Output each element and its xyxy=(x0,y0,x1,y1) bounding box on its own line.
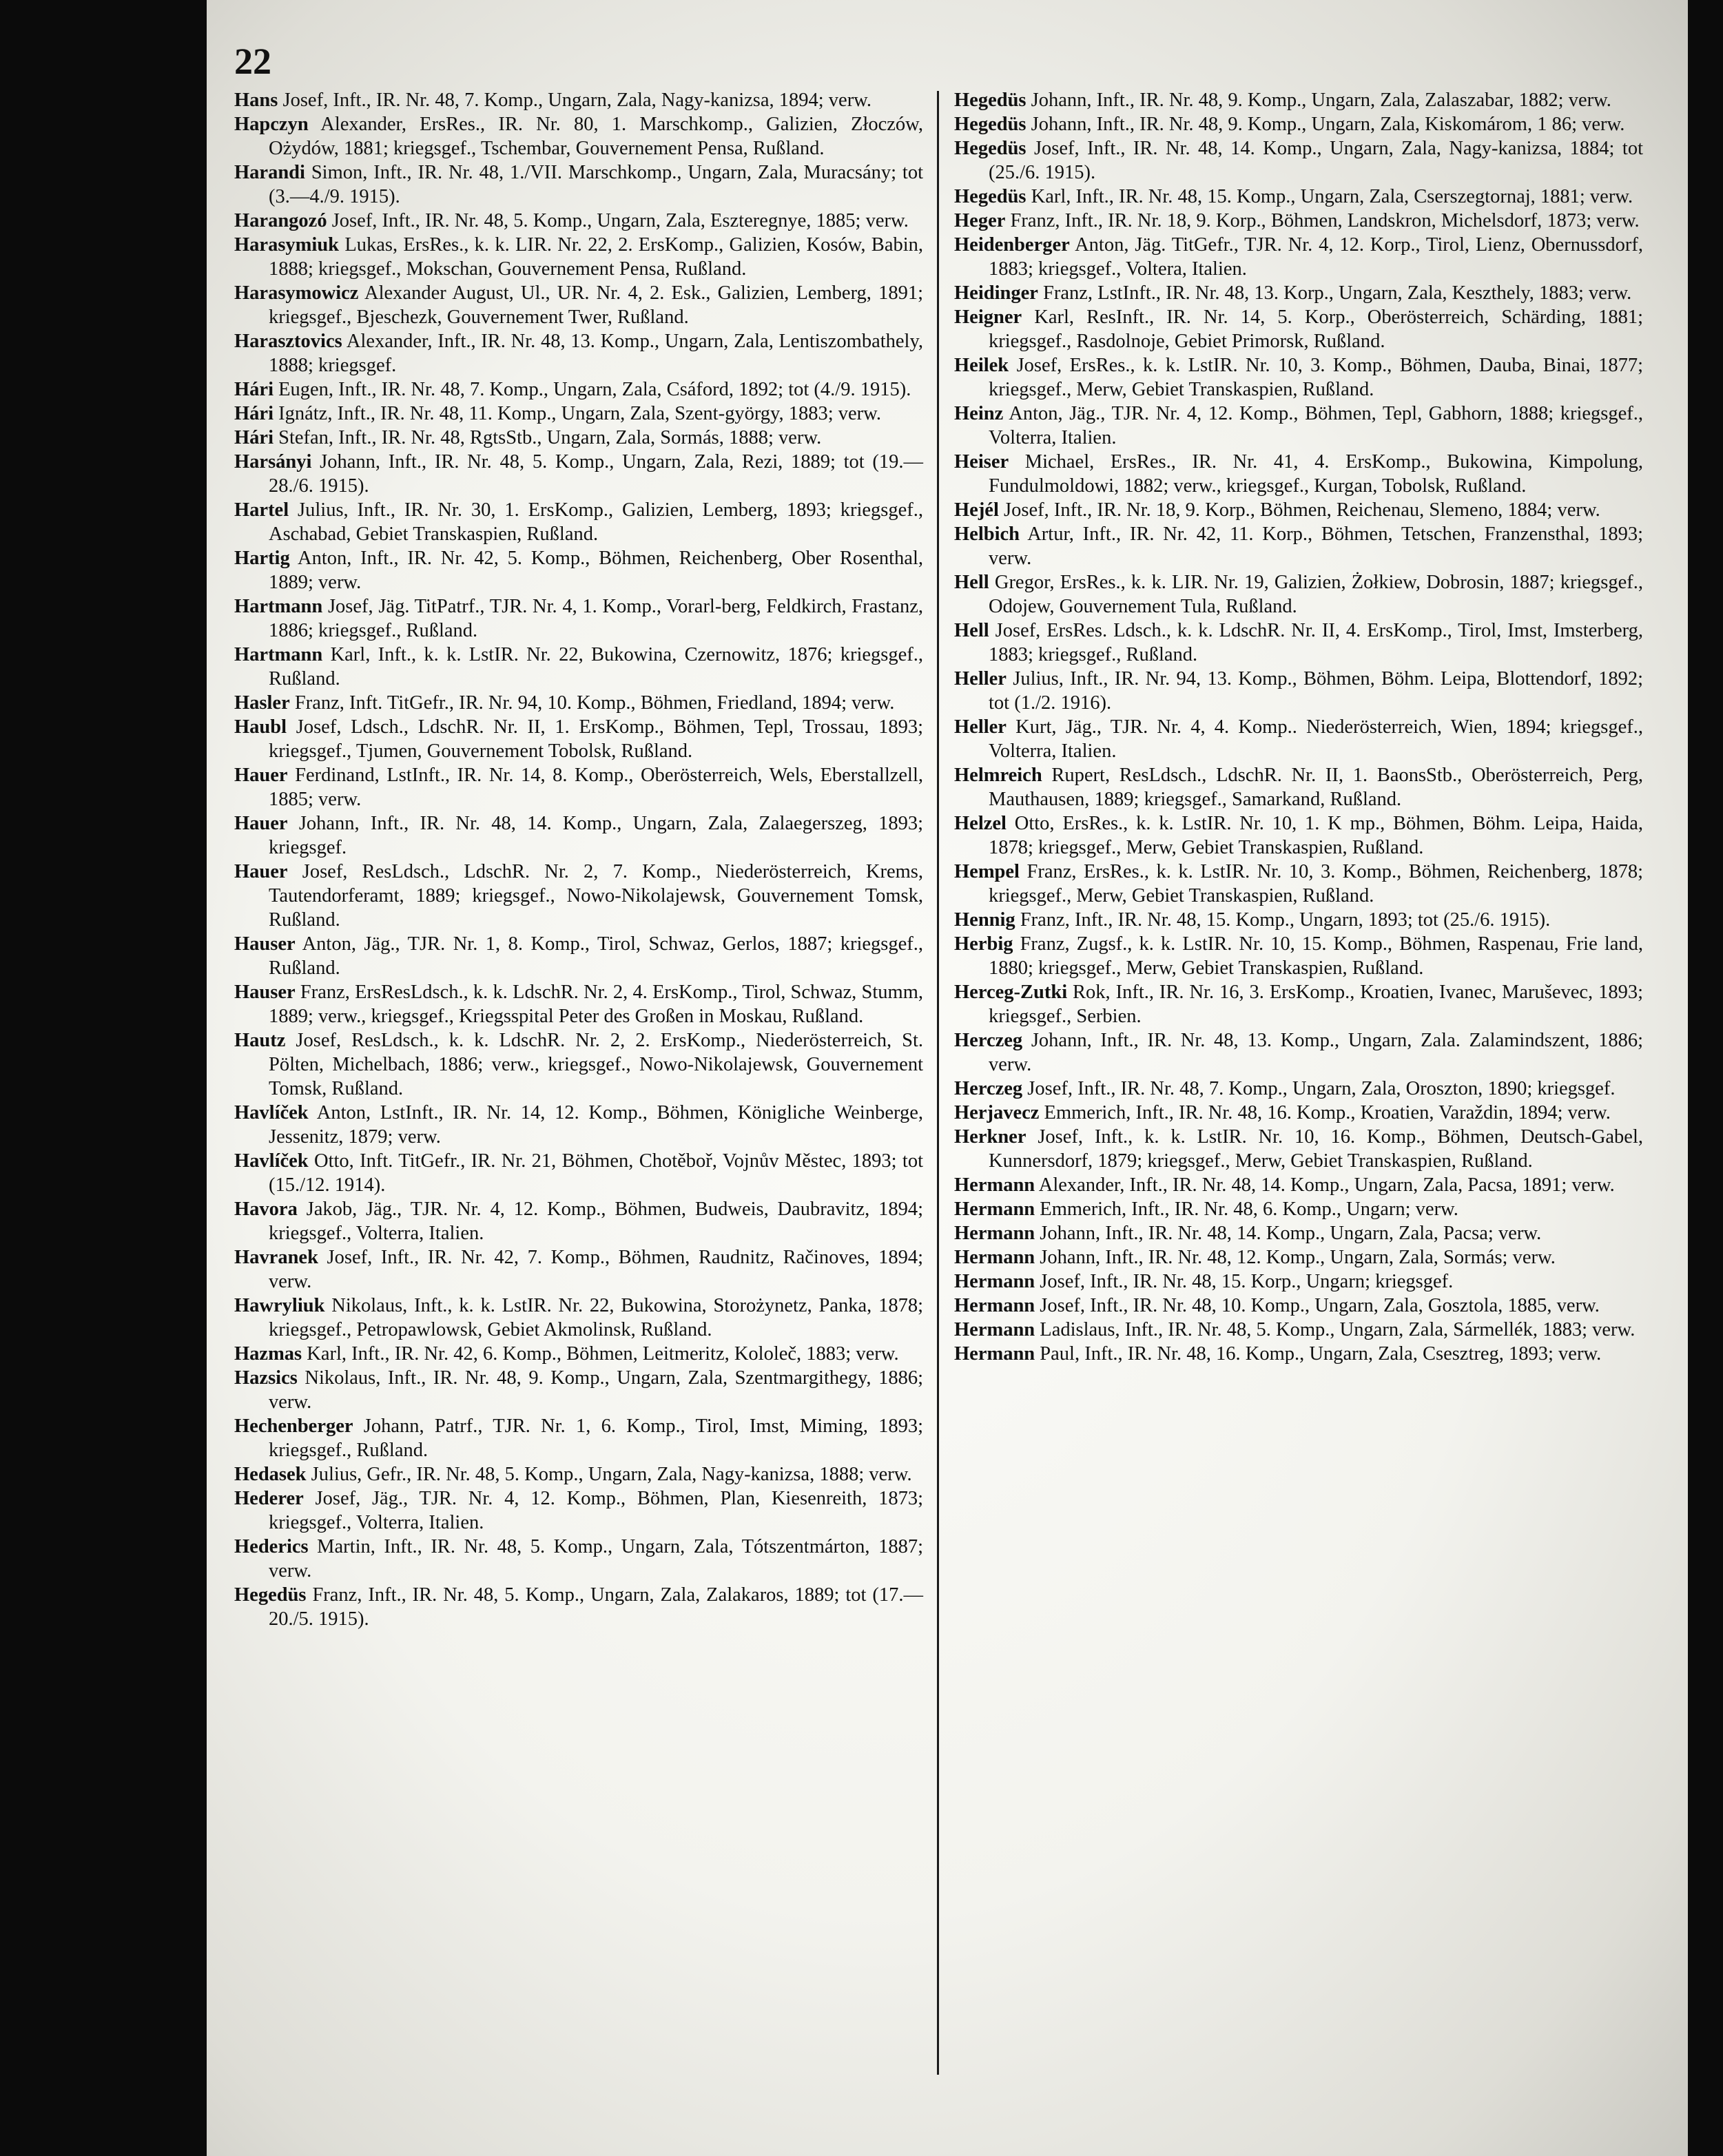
entry-surname: Herkner xyxy=(954,1126,1026,1148)
list-entry xyxy=(234,1535,923,1583)
entry-details: Johann, Inft., IR. Nr. 48, 13. Komp., Ungarn, Zala. Zalamindszent, 1886; verw. xyxy=(989,1030,1644,1075)
entry-details: Josef, ResLdsch., LdschR. Nr. 2, 7. Komp., Niederösterreich, Krems, Tautendorferamt, 1889; kriegsgef., Nowo-Nikolajewsk, Gouvernement Tomsk, Rußland. xyxy=(269,861,924,931)
entry-details: Josef, ErsRes., k. k. LstIR. Nr. 10, 3. Komp., Böhmen, Dauba, Binai, 1877; kriegsgef., Merw, Gebiet Transkaspien, Rußland. xyxy=(989,355,1643,400)
list-entry xyxy=(234,402,923,426)
list-entry xyxy=(954,619,1643,667)
entry-surname: Hermann xyxy=(954,1319,1035,1340)
entry-details: Anton, LstInft., IR. Nr. 14, 12. Komp., Böhmen, Königliche Weinberge, Jessenitz, 1879; verw. xyxy=(269,1102,923,1148)
entry-details: Josef, Jäg. TitPatrf., TJR. Nr. 4, 1. Komp., Vorarl-berg, Feldkirch, Frastanz, 1886; kriegsgef., Rußland. xyxy=(269,596,924,641)
entry-surname: Hechenberger xyxy=(234,1416,353,1437)
list-entry xyxy=(234,715,923,763)
list-entry xyxy=(954,1245,1643,1269)
entry-surname: Hazsics xyxy=(234,1367,298,1389)
entry-details: Anton, Jäg., TJR. Nr. 4, 12. Komp., Böhmen, Tepl, Gabhorn, 1888; kriegsgef., Volterra, Italien. xyxy=(989,403,1643,448)
entry-surname: Havlíček xyxy=(234,1150,309,1172)
entry-surname: Herjavecz xyxy=(954,1102,1040,1123)
entry-surname: Helmreich xyxy=(954,765,1042,786)
entry-surname: Harandi xyxy=(234,162,305,183)
list-entry xyxy=(234,426,923,450)
entry-details: Julius, Gefr., IR. Nr. 48, 5. Komp., Ungarn, Zala, Nagy-kanizsa, 1888; verw. xyxy=(311,1464,912,1485)
entry-surname: Havora xyxy=(234,1199,298,1220)
list-entry xyxy=(234,1462,923,1486)
entry-surname: Hegedüs xyxy=(234,1584,307,1606)
list-entry xyxy=(954,522,1643,570)
entry-surname: Hans xyxy=(234,90,278,111)
entry-details: Josef, Inft., IR. Nr. 42, 7. Komp., Böhmen, Raudnitz, Račinoves, 1894; verw. xyxy=(269,1247,923,1292)
list-entry xyxy=(234,1028,923,1101)
entry-details: Nikolaus, Inft., k. k. LstIR. Nr. 22, Bukowina, Storożynetz, Panka, 1878; kriegsgef., Petropawlowsk, Gebiet Akmolinsk, Rußland. xyxy=(269,1295,923,1340)
list-entry xyxy=(234,1583,923,1631)
entry-surname: Hell xyxy=(954,620,989,641)
entry-surname: Hazmas xyxy=(234,1343,302,1365)
list-entry xyxy=(234,1294,923,1342)
entry-surname: Hartmann xyxy=(234,644,323,665)
entry-details: Alexander, ErsRes., IR. Nr. 80, 1. Marschkomp., Galizien, Złoczów, Ożydów, 1881; kriegsgef., Tschembar, Gouvernement Pensa, Rußland. xyxy=(269,114,923,159)
entry-surname: Herceg-Zutki xyxy=(954,982,1068,1003)
entry-details: Alexander, Inft., IR. Nr. 48, 14. Komp., Ungarn, Zala, Pacsa, 1891; verw. xyxy=(1038,1174,1615,1196)
entry-details: Franz, Inft., IR. Nr. 48, 5. Komp., Ungarn, Zala, Zalakaros, 1889; tot (17.—20./5. 1915). xyxy=(269,1584,924,1630)
entry-details: Anton, Jäg. TitGefr., TJR. Nr. 4, 12. Korp., Tirol, Lienz, Obernussdorf, 1883; kriegsgef., Voltera, Italien. xyxy=(989,234,1643,280)
entry-surname: Hegedüs xyxy=(954,114,1026,135)
entry-surname: Hennig xyxy=(954,909,1015,931)
list-entry xyxy=(234,498,923,546)
entry-details: Johann, Inft., IR. Nr. 48, 9. Komp., Ungarn, Zala, Kiskomárom, 1 86; verw. xyxy=(1031,114,1625,135)
entry-details: Gregor, ErsRes., k. k. LIR. Nr. 19, Galizien, Żołkiew, Dobrosin, 1887; kriegsgef., Odojew, Gouvernement Tula, Rußland. xyxy=(989,572,1643,617)
entry-details: Ignátz, Inft., IR. Nr. 48, 11. Komp., Ungarn, Zala, Szent-györgy, 1883; verw. xyxy=(278,403,881,424)
list-entry xyxy=(234,1366,923,1414)
entry-details: Franz, ErsRes., k. k. LstIR. Nr. 10, 3. Komp., Böhmen, Reichenberg, 1878; kriegsgef., Merw, Gebiet Transkaspien, Rußland. xyxy=(989,861,1644,906)
entry-details: Franz, ErsResLdsch., k. k. LdschR. Nr. 2, 4. ErsKomp., Tirol, Schwaz, Stumm, 1889; verw., kriegsgef., Kriegsspital Peter des Großen in Moskau, Rußland. xyxy=(269,982,923,1027)
entry-surname: Hapczyn xyxy=(234,114,309,135)
entry-details: Ferdinand, LstInft., IR. Nr. 14, 8. Komp., Oberösterreich, Wels, Eberstallzell, 1885; verw. xyxy=(269,765,923,810)
list-entry xyxy=(954,112,1643,136)
entry-details: Paul, Inft., IR. Nr. 48, 16. Komp., Ungarn, Zala, Csesztreg, 1893; verw. xyxy=(1040,1343,1602,1365)
entry-surname: Hempel xyxy=(954,861,1020,882)
list-entry xyxy=(954,233,1643,281)
entry-surname: Helbich xyxy=(954,524,1020,545)
list-entry xyxy=(234,811,923,860)
list-entry xyxy=(234,1414,923,1462)
list-entry xyxy=(954,88,1643,112)
entry-details: Karl, Inft., IR. Nr. 42, 6. Komp., Böhmen, Leitmeritz, Kololeč, 1883; verw. xyxy=(307,1343,899,1365)
entry-details: Johann, Inft., IR. Nr. 48, 12. Komp., Ungarn, Zala, Sormás; verw. xyxy=(1040,1247,1556,1268)
entry-surname: Hauser xyxy=(234,933,296,955)
entry-details: Josef, Jäg., TJR. Nr. 4, 12. Komp., Böhmen, Plan, Kiesenreith, 1873; kriegsgef., Volterra, Italien. xyxy=(269,1488,924,1533)
entry-surname: Hartig xyxy=(234,548,290,569)
entry-details: Alexander, Inft., IR. Nr. 48, 13. Komp., Ungarn, Zala, Lentiszombathely, 1888; kriegsgef. xyxy=(269,331,923,376)
list-entry xyxy=(234,932,923,980)
entry-details: Ladislaus, Inft., IR. Nr. 48, 5. Komp., Ungarn, Zala, Sármellék, 1883; verw. xyxy=(1040,1319,1636,1340)
list-entry xyxy=(234,860,923,932)
entry-details: Eugen, Inft., IR. Nr. 48, 7. Komp., Ungarn, Zala, Csáford, 1892; tot (4./9. 1915). xyxy=(278,379,911,400)
list-entry xyxy=(234,1342,923,1366)
entry-details: Josef, Inft., IR. Nr. 48, 7. Komp., Ungarn, Zala, Oroszton, 1890; kriegsgef. xyxy=(1027,1078,1616,1099)
entry-surname: Hautz xyxy=(234,1030,286,1051)
entry-details: Josef, Ldsch., LdschR. Nr. II, 1. ErsKomp., Böhmen, Tepl, Trossau, 1893; kriegsgef., Tjumen, Gouvernement Tobolsk, Rußland. xyxy=(269,716,923,762)
list-entry xyxy=(954,209,1643,233)
entry-details: Johann, Patrf., TJR. Nr. 1, 6. Komp., Tirol, Imst, Miming, 1893; kriegsgef., Rußland. xyxy=(269,1416,923,1461)
entry-details: Julius, Inft., IR. Nr. 30, 1. ErsKomp., Galizien, Lemberg, 1893; kriegsgef., Aschabad, Gebiet Transkaspien, Rußland. xyxy=(269,499,923,545)
entry-details: Josef, Inft., IR. Nr. 48, 7. Komp., Ungarn, Zala, Nagy-kanizsa, 1894; verw. xyxy=(282,90,872,111)
entry-details: Johann, Inft., IR. Nr. 48, 14. Komp., Ungarn, Zala, Pacsa; verw. xyxy=(1040,1223,1542,1244)
entry-surname: Herczeg xyxy=(954,1078,1023,1099)
list-entry xyxy=(234,1245,923,1294)
list-entry xyxy=(954,667,1643,715)
entry-surname: Heller xyxy=(954,716,1007,738)
entry-surname: Heilek xyxy=(954,355,1009,376)
entry-details: Lukas, ErsRes., k. k. LIR. Nr. 22, 2. ErsKomp., Galizien, Kosów, Babin, 1888; kriegsgef., Mokschan, Gouvernement Pensa, Rußland. xyxy=(269,234,924,280)
list-entry xyxy=(234,88,923,112)
page-number: 22 xyxy=(234,41,271,82)
entry-details: Karl, Inft., k. k. LstIR. Nr. 22, Bukowina, Czernowitz, 1876; kriegsgef., Rußland. xyxy=(269,644,923,690)
list-entry xyxy=(954,570,1643,619)
entry-surname: Hederer xyxy=(234,1488,304,1509)
list-entry xyxy=(954,1101,1643,1125)
entry-surname: Hegedüs xyxy=(954,90,1026,111)
entry-details: Josef, Inft., IR. Nr. 48, 15. Korp., Ungarn; kriegsgef. xyxy=(1040,1271,1454,1292)
entry-details: Emmerich, Inft., IR. Nr. 48, 6. Komp., Ungarn; verw. xyxy=(1040,1199,1458,1220)
list-entry xyxy=(234,112,923,160)
list-entry xyxy=(234,1197,923,1245)
list-entry xyxy=(954,1197,1643,1221)
entry-details: Johann, Inft., IR. Nr. 48, 14. Komp., Ungarn, Zala, Zalaegerszeg, 1893; kriegsgef. xyxy=(269,813,924,858)
list-entry xyxy=(234,329,923,377)
list-entry xyxy=(234,1149,923,1197)
list-entry xyxy=(954,185,1643,209)
list-entry xyxy=(954,402,1643,450)
list-entry xyxy=(954,1125,1643,1173)
list-entry xyxy=(954,980,1643,1028)
entry-details: Rok, Inft., IR. Nr. 16, 3. ErsKomp., Kroatien, Ivanec, Maruševec, 1893; kriegsgef., Serbien. xyxy=(989,982,1643,1027)
entry-details: Nikolaus, Inft., IR. Nr. 48, 9. Komp., Ungarn, Zala, Szentmargithegy, 1886; verw. xyxy=(269,1367,923,1413)
entry-details: Johann, Inft., IR. Nr. 48, 9. Komp., Ungarn, Zala, Zalaszabar, 1882; verw. xyxy=(1031,90,1611,111)
entry-surname: Hederics xyxy=(234,1536,309,1557)
entry-surname: Harasymiuk xyxy=(234,234,340,256)
entry-surname: Harsányi xyxy=(234,451,312,473)
entry-details: Otto, ErsRes., k. k. LstIR. Nr. 10, 1. K mp., Böhmen, Böhm. Leipa, Haida, 1878; kriegsgef., Merw, Gebiet Transkaspien, Rußland. xyxy=(989,813,1643,858)
entry-details: Otto, Inft. TitGefr., IR. Nr. 21, Böhmen, Chotěboř, Vojnův Městec, 1893; tot (15./12. 1914). xyxy=(269,1150,924,1196)
column-divider xyxy=(937,91,939,2075)
list-entry xyxy=(954,908,1643,932)
entry-surname: Heger xyxy=(954,210,1006,231)
entry-surname: Hejél xyxy=(954,499,999,521)
entry-surname: Hári xyxy=(234,427,274,448)
entry-surname: Hári xyxy=(234,403,274,424)
entry-details: Josef, Inft., IR. Nr. 18, 9. Korp., Böhmen, Reichenau, Slemeno, 1884; verw. xyxy=(1004,499,1600,521)
left-column xyxy=(234,88,923,1631)
list-entry xyxy=(954,305,1643,353)
list-entry xyxy=(954,1077,1643,1101)
entry-surname: Haubl xyxy=(234,716,287,738)
entry-details: Franz, Inft., IR. Nr. 48, 15. Komp., Ungarn, 1893; tot (25./6. 1915). xyxy=(1020,909,1551,931)
entry-details: Franz, Zugsf., k. k. LstIR. Nr. 10, 15. Komp., Böhmen, Raspenau, Frie land, 1880; kriegsgef., Merw, Gebiet Transkaspien, Rußland. xyxy=(989,933,1644,979)
entry-surname: Heiser xyxy=(954,451,1009,473)
list-entry xyxy=(234,281,923,329)
list-entry xyxy=(954,811,1643,860)
right-column xyxy=(954,88,1643,1366)
entry-surname: Hawryliuk xyxy=(234,1295,325,1316)
entry-surname: Hermann xyxy=(954,1271,1035,1292)
entry-details: Karl, ResInft., IR. Nr. 14, 5. Korp., Oberösterreich, Schärding, 1881; kriegsgef., Rasdolnoje, Gebiet Primorsk, Rußland. xyxy=(989,307,1644,352)
entry-details: Johann, Inft., IR. Nr. 48, 5. Komp., Ungarn, Zala, Rezi, 1889; tot (19.—28./6. 1915). xyxy=(269,451,924,497)
list-entry xyxy=(954,281,1643,305)
entry-details: Franz, LstInft., IR. Nr. 48, 13. Korp., Ungarn, Zala, Keszthely, 1883; verw. xyxy=(1043,282,1632,304)
list-entry xyxy=(234,450,923,498)
entry-surname: Havranek xyxy=(234,1247,318,1268)
entry-surname: Hauer xyxy=(234,813,288,834)
list-entry xyxy=(234,377,923,402)
entry-details: Anton, Jäg., TJR. Nr. 1, 8. Komp., Tirol, Schwaz, Gerlos, 1887; kriegsgef., Rußland. xyxy=(269,933,923,979)
list-entry xyxy=(234,1486,923,1535)
list-entry xyxy=(954,136,1643,185)
entry-details: Stefan, Inft., IR. Nr. 48, RgtsStb., Ungarn, Zala, Sormás, 1888; verw. xyxy=(278,427,822,448)
list-entry xyxy=(954,498,1643,522)
entry-details: Josef, Inft., k. k. LstIR. Nr. 10, 16. Komp., Böhmen, Deutsch-Gabel, Kunnersdorf, 1879; kriegsgef., Merw, Gebiet Transkaspien, Rußland. xyxy=(989,1126,1644,1172)
entry-surname: Hermann xyxy=(954,1343,1035,1365)
entry-surname: Hauer xyxy=(234,861,288,882)
list-entry xyxy=(954,1294,1643,1318)
list-entry xyxy=(234,233,923,281)
entry-details: Martin, Inft., IR. Nr. 48, 5. Komp., Ungarn, Zala, Tótszentmárton, 1887; verw. xyxy=(269,1536,923,1582)
entry-surname: Heigner xyxy=(954,307,1022,328)
page-scan xyxy=(207,0,1688,2156)
entry-surname: Heidenberger xyxy=(954,234,1070,256)
list-entry xyxy=(954,1318,1643,1342)
entry-details: Jakob, Jäg., TJR. Nr. 4, 12. Komp., Böhmen, Budweis, Daubravitz, 1894; kriegsgef., Volterra, Italien. xyxy=(269,1199,923,1244)
entry-surname: Hauser xyxy=(234,982,296,1003)
list-entry xyxy=(954,450,1643,498)
entry-surname: Hermann xyxy=(954,1223,1035,1244)
entry-details: Simon, Inft., IR. Nr. 48, 1./VII. Marschkomp., Ungarn, Zala, Muracsány; tot (3.—4./9. 1915). xyxy=(269,162,923,207)
entry-details: Rupert, ResLdsch., LdschR. Nr. II, 1. BaonsStb., Oberösterreich, Perg, Mauthausen, 1889; kriegsgef., Samarkand, Rußland. xyxy=(989,765,1644,810)
entry-details: Josef, Inft., IR. Nr. 48, 5. Komp., Ungarn, Zala, Eszteregnye, 1885; verw. xyxy=(331,210,909,231)
entry-surname: Hegedüs xyxy=(954,138,1026,159)
entry-details: Emmerich, Inft., IR. Nr. 48, 16. Komp., Kroatien, Varaždin, 1894; verw. xyxy=(1044,1102,1611,1123)
entry-surname: Herczeg xyxy=(954,1030,1023,1051)
list-entry xyxy=(954,932,1643,980)
entry-surname: Hermann xyxy=(954,1174,1035,1196)
entry-details: Anton, Inft., IR. Nr. 42, 5. Komp., Böhmen, Reichenberg, Ober Rosenthal, 1889; verw. xyxy=(269,548,924,593)
entry-surname: Havlíček xyxy=(234,1102,309,1123)
entry-details: Karl, Inft., IR. Nr. 48, 15. Komp., Ungarn, Zala, Cserszegtornaj, 1881; verw. xyxy=(1031,186,1633,207)
list-entry xyxy=(234,160,923,209)
list-entry xyxy=(954,1173,1643,1197)
list-entry xyxy=(954,1269,1643,1294)
list-entry xyxy=(954,1342,1643,1366)
entry-surname: Herbig xyxy=(954,933,1013,955)
entry-details: Franz, Inft. TitGefr., IR. Nr. 94, 10. Komp., Böhmen, Friedland, 1894; verw. xyxy=(294,692,895,714)
entry-surname: Hári xyxy=(234,379,274,400)
entry-surname: Hartel xyxy=(234,499,289,521)
entry-surname: Heidinger xyxy=(954,282,1038,304)
entry-details: Artur, Inft., IR. Nr. 42, 11. Korp., Böhmen, Tetschen, Franzensthal, 1893; verw. xyxy=(989,524,1643,569)
list-entry xyxy=(954,715,1643,763)
entry-details: Alexander August, Ul., UR. Nr. 4, 2. Esk., Galizien, Lemberg, 1891; kriegsgef., Bjeschezk, Gouvernement Twer, Rußland. xyxy=(269,282,923,328)
entry-details: Franz, Inft., IR. Nr. 18, 9. Korp., Böhmen, Landskron, Michelsdorf, 1873; verw. xyxy=(1010,210,1640,231)
entry-details: Josef, ResLdsch., k. k. LdschR. Nr. 2, 2. ErsKomp., Niederösterreich, St. Pölten, Michelbach, 1886; verw., kriegsgef., Nowo-Nikolajewsk, Gouvernement Tomsk, Rußland. xyxy=(269,1030,923,1099)
entry-surname: Hermann xyxy=(954,1199,1035,1220)
entry-surname: Hauer xyxy=(234,765,288,786)
entry-surname: Heinz xyxy=(954,403,1004,424)
list-entry xyxy=(954,763,1643,811)
list-entry xyxy=(234,691,923,715)
entry-surname: Hartmann xyxy=(234,596,323,617)
entry-surname: Hermann xyxy=(954,1247,1035,1268)
list-entry xyxy=(234,763,923,811)
list-entry xyxy=(234,594,923,643)
entry-surname: Harasymowicz xyxy=(234,282,359,304)
entry-surname: Hasler xyxy=(234,692,290,714)
list-entry xyxy=(954,353,1643,402)
entry-surname: Harangozó xyxy=(234,210,327,231)
entry-details: Josef, Inft., IR. Nr. 48, 14. Komp., Ungarn, Zala, Nagy-kanizsa, 1884; tot (25./6. 1915). xyxy=(989,138,1643,183)
list-entry xyxy=(234,546,923,594)
entry-surname: Hegedüs xyxy=(954,186,1026,207)
entry-details: Michael, ErsRes., IR. Nr. 41, 4. ErsKomp., Bukowina, Kimpolung, Fundulmoldowi, 1882; verw., kriegsgef., Kurgan, Tobolsk, Rußland. xyxy=(989,451,1644,497)
list-entry xyxy=(234,1101,923,1149)
list-entry xyxy=(234,980,923,1028)
entry-surname: Heller xyxy=(954,668,1007,690)
entry-details: Kurt, Jäg., TJR. Nr. 4, 4. Komp.. Niederösterreich, Wien, 1894; kriegsgef., Volterra, Italien. xyxy=(989,716,1643,762)
entry-surname: Hell xyxy=(954,572,989,593)
entry-surname: Hedasek xyxy=(234,1464,307,1485)
entry-details: Josef, Inft., IR. Nr. 48, 10. Komp., Ungarn, Zala, Gosztola, 1885, verw. xyxy=(1040,1295,1600,1316)
entry-surname: Hermann xyxy=(954,1295,1035,1316)
list-entry xyxy=(234,209,923,233)
entry-details: Josef, ErsRes. Ldsch., k. k. LdschR. Nr. II, 4. ErsKomp., Tirol, Imst, Imsterberg, 1883; kriegsgef., Rußland. xyxy=(989,620,1644,665)
list-entry xyxy=(234,643,923,691)
list-entry xyxy=(954,1028,1643,1077)
list-entry xyxy=(954,1221,1643,1245)
entry-surname: Harasztovics xyxy=(234,331,342,352)
entry-details: Julius, Inft., IR. Nr. 94, 13. Komp., Böhmen, Böhm. Leipa, Blottendorf, 1892; tot (1./2. 1916). xyxy=(989,668,1644,714)
entry-surname: Helzel xyxy=(954,813,1007,834)
list-entry xyxy=(954,860,1643,908)
